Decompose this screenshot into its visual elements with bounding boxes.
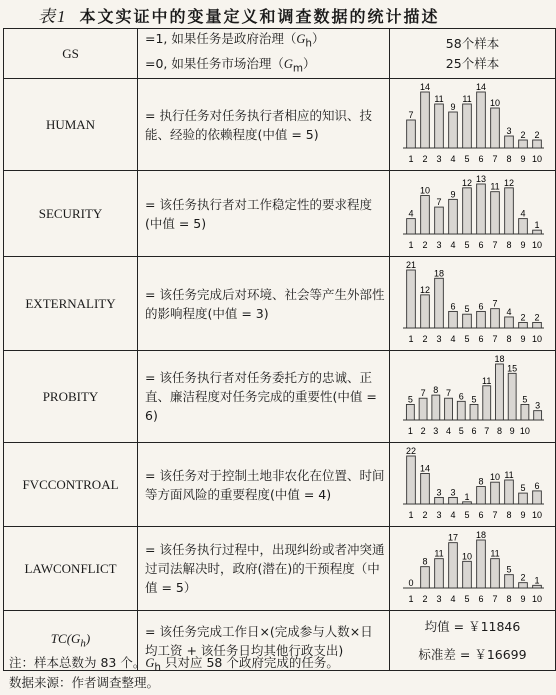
x-tick-label: 1	[407, 509, 414, 520]
bar-value-label: 11	[489, 548, 500, 559]
bar-value-label: 6	[458, 390, 464, 401]
bar-value-label: 18	[475, 529, 486, 540]
x-tick-label: 1	[407, 425, 413, 436]
bar-value-label: 11	[433, 93, 444, 104]
bar-value-label: 14	[419, 81, 430, 92]
x-tick-label: 6	[470, 425, 477, 436]
note-line	[9, 653, 339, 674]
bar-value-label: 12	[419, 284, 430, 295]
bar-value-label: 1	[463, 491, 470, 502]
gs-stat-market: 25个样本	[445, 55, 500, 71]
x-tick-label: 9	[519, 153, 526, 164]
x-tick-label: 7	[491, 153, 498, 164]
bar-value-label: 1	[533, 574, 540, 585]
table-title	[38, 2, 440, 26]
bar	[448, 199, 457, 234]
g-symbol: G	[145, 656, 155, 670]
var-fvc: FVCCONTROAL	[4, 443, 138, 527]
bar-value-label: 8	[421, 556, 428, 567]
def-gs-text1: =1, 如果任务是政府治理（	[145, 31, 297, 46]
bar	[482, 385, 490, 419]
bar	[431, 395, 439, 420]
x-tick-label: 7	[483, 425, 489, 436]
def-law: = 该任务执行过程中，出现纠纷或者冲突通过司法解决时，政府(潜在)的干预程度（中值 = 5）	[138, 527, 390, 611]
x-tick-label: 4	[449, 239, 456, 250]
bar	[476, 92, 485, 148]
x-tick-label: 3	[432, 425, 438, 436]
bar	[420, 92, 429, 148]
x-tick-label: 4	[449, 333, 456, 344]
def-gs-text2: =0, 如果任务市场治理（	[145, 55, 284, 71]
x-tick-label: 1	[407, 239, 414, 250]
bar-value-label: 8	[477, 476, 484, 487]
chart-human-cell	[390, 79, 556, 171]
x-tick-label: 2	[421, 593, 428, 604]
x-tick-label: 10	[519, 425, 530, 436]
x-tick-label: 5	[463, 153, 470, 164]
bar-value-label: 14	[475, 81, 486, 92]
chart-fvc-cell	[390, 443, 556, 527]
source-line: 数据来源：作者调查整理。	[9, 675, 160, 690]
bar	[406, 404, 414, 420]
bar-value-label: 5	[463, 303, 470, 314]
bar-value-label: 10	[461, 550, 472, 561]
bar-value-label: 1	[533, 219, 540, 230]
bar-value-label: 18	[493, 353, 504, 364]
x-tick-label: 6	[477, 239, 484, 250]
g-symbol: G	[283, 56, 293, 71]
bar-value-label: 2	[519, 129, 526, 140]
x-tick-label: 7	[491, 239, 498, 250]
x-tick-label: 8	[496, 425, 502, 436]
bar	[434, 497, 443, 504]
x-tick-label: 9	[519, 333, 526, 344]
histogram-security	[398, 172, 548, 252]
var-probity: PROBITY	[4, 351, 138, 443]
histogram-law	[398, 528, 548, 606]
bar-value-label: 11	[461, 93, 472, 104]
x-tick-label: 4	[445, 425, 451, 436]
bar	[490, 558, 499, 587]
x-tick-label: 10	[531, 153, 542, 164]
bar	[448, 497, 457, 504]
bar-value-label: 2	[519, 311, 526, 322]
bar	[462, 104, 471, 148]
bar	[434, 207, 443, 234]
bar-value-label: 2	[533, 129, 540, 140]
bar-value-label: 6	[449, 300, 456, 311]
x-tick-label: 9	[519, 239, 526, 250]
bar-value-label: 12	[503, 177, 514, 188]
bar	[420, 473, 429, 504]
x-tick-label: 3	[435, 239, 442, 250]
bar-value-label: 2	[533, 311, 540, 322]
bar	[462, 314, 471, 328]
bar-value-label: 5	[519, 482, 526, 493]
def-gs-line2	[145, 54, 385, 79]
table-row	[4, 29, 556, 79]
x-tick-label: 5	[463, 509, 470, 520]
bar	[490, 191, 499, 233]
bar	[518, 140, 527, 148]
note-text: 注：样本总数为 83 个。	[9, 655, 146, 670]
x-tick-label: 6	[477, 153, 484, 164]
bar-value-label: 15	[506, 362, 517, 373]
bar	[476, 184, 485, 234]
x-tick-label: 6	[477, 333, 484, 344]
bar	[406, 120, 415, 148]
stats-table	[3, 28, 556, 671]
bar-value-label: 17	[447, 532, 458, 543]
bar	[448, 311, 457, 328]
bar-value-label: 11	[503, 469, 514, 480]
tc-name: TC(	[50, 631, 72, 647]
g-sub: h	[80, 637, 86, 650]
bar	[476, 311, 485, 328]
bar	[457, 401, 465, 420]
bar-value-label: 11	[481, 375, 491, 386]
x-tick-label: 10	[531, 509, 542, 520]
bar	[406, 270, 415, 328]
bar	[504, 480, 513, 504]
var-human: HUMAN	[4, 79, 138, 171]
bar	[508, 373, 516, 420]
bar-value-label: 6	[477, 300, 484, 311]
g-sub: m	[292, 62, 304, 74]
bar-value-label: 11	[433, 548, 444, 559]
bar	[504, 136, 513, 148]
gs-stat-gov: 58个样本	[445, 35, 500, 51]
x-tick-label: 3	[435, 153, 442, 164]
bar	[434, 278, 443, 328]
bar	[462, 501, 471, 503]
x-tick-label: 5	[463, 239, 470, 250]
note-text-2: 只对应 58 个政府完成的任务。	[161, 655, 339, 670]
table-caption: 本文实证中的变量定义和调查数据的统计描述	[79, 7, 440, 26]
bar-value-label: 2	[519, 572, 526, 583]
tc-mean: 均值 = ￥11846	[424, 618, 521, 634]
x-tick-label: 1	[407, 333, 414, 344]
g-sub: h	[154, 661, 161, 674]
x-tick-label: 7	[491, 509, 498, 520]
bar	[533, 410, 541, 419]
x-tick-label: 2	[421, 333, 428, 344]
bar-value-label: 14	[419, 462, 430, 473]
bar-value-label: 4	[407, 208, 414, 219]
bar-value-label: 5	[470, 393, 477, 404]
x-tick-label: 2	[421, 153, 428, 164]
bar-value-label: 0	[407, 577, 414, 588]
bar	[504, 574, 513, 587]
table-row	[4, 527, 556, 611]
bar-value-label: 9	[449, 188, 456, 199]
bar	[420, 195, 429, 233]
bar-value-label: 18	[433, 267, 444, 278]
bar	[532, 140, 541, 148]
x-tick-label: 3	[435, 509, 442, 520]
bar-value-label: 13	[475, 173, 486, 184]
g-symbol: G	[296, 32, 306, 46]
bar	[448, 112, 457, 148]
bar	[532, 585, 541, 588]
bar	[420, 566, 429, 587]
x-tick-label: 10	[531, 239, 542, 250]
var-security: SECURITY	[4, 171, 138, 257]
def-human: = 执行任务对任务执行者相应的知识、技能、经验的依赖程度(中值 = 5)	[138, 79, 390, 171]
chart-security-cell	[390, 171, 556, 257]
x-tick-label: 2	[421, 239, 428, 250]
var-law: LAWCONFLICT	[4, 527, 138, 611]
bar-value-label: 7	[491, 298, 498, 309]
histogram-externality	[398, 258, 548, 346]
bar	[476, 540, 485, 588]
table-row	[4, 171, 556, 257]
x-tick-label: 5	[463, 333, 470, 344]
bar	[532, 490, 541, 503]
bar	[444, 398, 452, 420]
def-externality: = 该任务完成后对环境、社会等产生外部性的影响程度(中值 = 3)	[138, 257, 390, 351]
bar-value-label: 7	[435, 196, 442, 207]
bar	[520, 404, 528, 420]
bar-value-label: 3	[505, 125, 512, 136]
bar	[518, 582, 527, 587]
bar-value-label: 10	[489, 471, 500, 482]
def-gs-close2: ）	[303, 55, 316, 71]
x-tick-label: 8	[505, 333, 512, 344]
def-gs	[138, 29, 390, 79]
bar	[490, 108, 499, 148]
x-tick-label: 4	[449, 153, 456, 164]
histogram-human	[398, 80, 548, 166]
x-tick-label: 3	[435, 593, 442, 604]
x-tick-label: 4	[449, 593, 456, 604]
x-tick-label: 7	[491, 593, 498, 604]
chart-law-cell	[390, 527, 556, 611]
bar	[518, 322, 527, 328]
bar-value-label: 8	[432, 384, 438, 395]
bar-value-label: 10	[489, 97, 500, 108]
bar	[419, 398, 427, 420]
bar-value-label: 7	[445, 387, 451, 398]
bar	[490, 308, 499, 327]
x-tick-label: 9	[509, 425, 515, 436]
bar	[462, 187, 471, 233]
bar	[406, 456, 415, 504]
bar	[406, 218, 415, 233]
bar	[532, 230, 541, 234]
bar	[434, 558, 443, 587]
tc-close: )	[85, 631, 91, 647]
tc-sd: 标准差 = ￥16699	[418, 646, 527, 662]
table-row	[4, 351, 556, 443]
bar	[518, 493, 527, 504]
x-tick-label: 9	[519, 509, 526, 520]
x-tick-label: 2	[421, 509, 428, 520]
def-tc: = 该任务完成工作日×(完成参与人数×日均工资 + 该任务日均其他行政支出)	[138, 611, 390, 671]
x-tick-label: 1	[407, 153, 414, 164]
bar-value-label: 3	[449, 486, 456, 497]
histogram-fvc	[398, 444, 548, 522]
bar	[518, 218, 527, 233]
bar-value-label: 9	[449, 101, 456, 112]
bar-value-label: 3	[534, 400, 540, 411]
bar	[470, 404, 478, 420]
bar	[434, 104, 443, 148]
x-tick-label: 4	[449, 509, 456, 520]
x-tick-label: 2	[420, 425, 426, 436]
bar	[504, 316, 513, 327]
x-tick-label: 9	[519, 593, 526, 604]
bar-value-label: 12	[461, 177, 472, 188]
x-tick-label: 10	[531, 333, 542, 344]
bar	[532, 322, 541, 328]
x-tick-label: 8	[505, 509, 512, 520]
x-tick-label: 3	[435, 333, 442, 344]
x-tick-label: 1	[407, 593, 414, 604]
bar-value-label: 3	[435, 486, 442, 497]
var-externality: EXTERNALITY	[4, 257, 138, 351]
histogram-probity	[398, 352, 548, 438]
bar-value-label: 5	[407, 393, 413, 404]
x-tick-label: 7	[491, 333, 498, 344]
x-tick-label: 8	[505, 593, 512, 604]
bar	[495, 364, 503, 420]
bar-value-label: 4	[519, 208, 526, 219]
x-tick-label: 5	[463, 593, 470, 604]
bar-value-label: 7	[420, 387, 426, 398]
g-symbol: G	[71, 631, 81, 647]
tc-label	[50, 631, 91, 650]
x-tick-label: 5	[458, 425, 464, 436]
bar-value-label: 10	[419, 185, 430, 196]
chart-probity-cell	[390, 351, 556, 443]
x-tick-label: 8	[505, 153, 512, 164]
def-fvc: = 该任务对于控制土地非农化在位置、时间等方面风险的重要程度(中值 = 4)	[138, 443, 390, 527]
bar-value-label: 5	[521, 393, 527, 404]
table-row	[4, 257, 556, 351]
x-tick-label: 8	[505, 239, 512, 250]
bar	[504, 187, 513, 233]
x-tick-label: 6	[477, 593, 484, 604]
bar-value-label: 4	[505, 306, 512, 317]
bar	[476, 486, 485, 503]
x-tick-label: 10	[531, 593, 542, 604]
def-gs-line1	[145, 29, 385, 54]
def-gs-close1: ）	[312, 31, 325, 46]
bar-value-label: 7	[407, 109, 414, 120]
bar-value-label: 5	[505, 564, 512, 575]
gs-stats	[390, 29, 556, 79]
def-probity: = 该任务执行者对任务委托方的忠诚、正直、廉洁程度对任务完成的重要性(中值 = 6)	[138, 351, 390, 443]
var-gs: GS	[4, 29, 138, 79]
bar-value-label: 22	[405, 445, 416, 456]
bar	[490, 482, 499, 504]
table-number: 表1	[38, 7, 68, 26]
bar-value-label: 21	[405, 259, 416, 270]
def-security: = 该任务执行者对工作稳定性的要求程度(中值 = 5)	[138, 171, 390, 257]
g-sub: h	[305, 37, 313, 50]
table-row	[4, 443, 556, 527]
tc-stats	[390, 611, 556, 671]
chart-externality-cell	[390, 257, 556, 351]
bar-value-label: 11	[489, 181, 500, 192]
bar	[448, 542, 457, 587]
bar	[420, 294, 429, 327]
x-tick-label: 6	[477, 509, 484, 520]
bar	[462, 561, 471, 588]
bar-value-label: 6	[533, 480, 540, 491]
table-row	[4, 79, 556, 171]
